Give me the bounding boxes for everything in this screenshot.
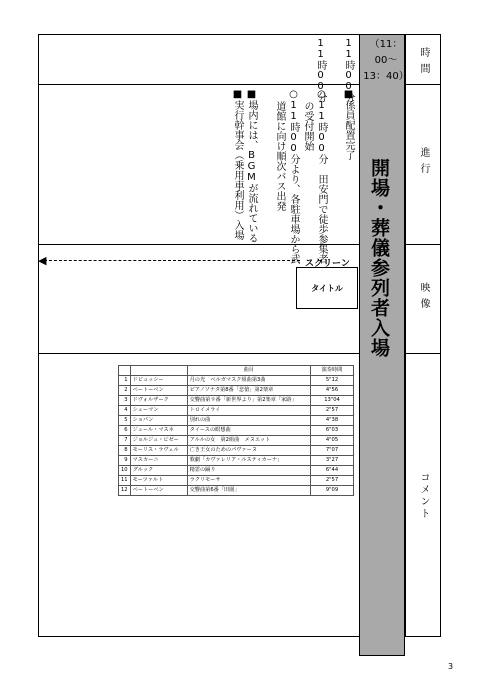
header-video: 映像 (418, 282, 429, 314)
row-composer: モーリス・ラヴェル (130, 446, 187, 456)
progress-line-5: 道館に向け順次バス出発 (274, 101, 285, 211)
row-title: 歌劇「カヴァレリア・ルスティカーナ」 (187, 456, 310, 466)
time-entry-1: 11時00分 (343, 38, 354, 102)
table-header-time: 演奏時間 (311, 366, 354, 376)
section-time-range (363, 37, 409, 85)
table-row (119, 456, 354, 466)
table-header-composer (130, 366, 187, 376)
row-no: 1 (119, 376, 131, 386)
table-row (119, 376, 354, 386)
row-time: 9"09 (311, 486, 354, 496)
row-composer: ドビュッシー (130, 376, 187, 386)
row-no: 9 (119, 456, 131, 466)
table-row (119, 436, 354, 446)
row-no: 12 (119, 486, 131, 496)
row-composer: ジョルジュ・ビゼー (130, 436, 187, 446)
row-title: 交響曲第９番「新世界より」第2楽章「家路」 (187, 396, 310, 406)
header-progress: 進行 (418, 147, 429, 179)
table-row (119, 476, 354, 486)
row-time: 4"05 (311, 436, 354, 446)
progress-line-1: ■係員配置完了 (343, 89, 354, 160)
row-composer: ショパン (130, 416, 187, 426)
row-title: 精霊の踊り (187, 466, 310, 476)
bgm-table (118, 365, 354, 496)
header-column-divider (405, 34, 406, 637)
row-composer: モーツァルト (130, 476, 187, 486)
row-time: 4"38 (311, 416, 354, 426)
row-time: 13"04 (311, 396, 354, 406)
row-time: 4"56 (311, 386, 354, 396)
arrow-left-icon: ◀ (38, 254, 47, 267)
row-title: タイースの瞑想曲 (187, 426, 310, 436)
row-composer: ジュール・マスネ (130, 426, 187, 436)
row-no: 5 (119, 416, 131, 426)
progress-line-3: の受付開始 (302, 101, 313, 151)
row-no: 4 (119, 406, 131, 416)
row-composer: ドヴォルザーク (130, 396, 187, 406)
row-time: 6"03 (311, 426, 354, 436)
progress-line-4: ○11時00分より、各駐車場から武 (288, 89, 299, 264)
row-time: 5"12 (311, 376, 354, 386)
progress-line-7: ■実行幹事会（乗用車利用）入場 (232, 89, 243, 240)
table-row (119, 416, 354, 426)
row-composer: グルック (130, 466, 187, 476)
time-range-start: （11：00〜 (369, 39, 403, 66)
row-time: 3"27 (311, 456, 354, 466)
row-time: 6"44 (311, 466, 354, 476)
header-comment: コメント (418, 472, 429, 520)
screen-arrow-line (44, 260, 300, 261)
row-composer: ベートーベン (130, 386, 187, 396)
table-header-title: 曲目 (187, 366, 310, 376)
time-entry-2: 11時00分 (315, 38, 326, 102)
row-title: ラクリモーサ (187, 476, 310, 486)
row-title: 亡き王女のためのパヴァーヌ (187, 446, 310, 456)
row-no: 7 (119, 436, 131, 446)
row-title: アルルの女 第2組曲 メヌエット (187, 436, 310, 446)
row-title: 別れの曲 (187, 416, 310, 426)
screen-label: スクリーン (305, 259, 350, 269)
row-no: 8 (119, 446, 131, 456)
row-composer: マスカーニ (130, 456, 187, 466)
time-range-end: 13：40） (363, 71, 409, 82)
row-title: 月の光 ベルガマスク組曲第3曲 (187, 376, 310, 386)
title-box: タイトル (296, 267, 358, 309)
row-composer: ベートーベン (130, 486, 187, 496)
header-time: 時間 (418, 47, 429, 79)
table-row (119, 396, 354, 406)
row-no: 10 (119, 466, 131, 476)
page-number: 3 (448, 662, 454, 671)
row-title: 交響曲第6番「田園」 (187, 486, 310, 496)
row-no: 6 (119, 426, 131, 436)
row-title: トロイメライ (187, 406, 310, 416)
row-composer: シューマン (130, 406, 187, 416)
row-no: 3 (119, 396, 131, 406)
progress-line-2: ○11時00分 田安門で徒歩参集者 (316, 89, 327, 264)
row-no: 2 (119, 386, 131, 396)
row-time: 7"07 (311, 446, 354, 456)
row-time: 2"57 (311, 406, 354, 416)
table-row (119, 466, 354, 476)
table-row (119, 406, 354, 416)
table-header-row (119, 366, 354, 376)
section-title: 開場・葬儀参列者入場 (368, 158, 390, 358)
progress-line-6: ■場内には、BGMが流れている (246, 89, 257, 243)
row-no: 11 (119, 476, 131, 486)
table-row (119, 446, 354, 456)
row-title: ピアノソナタ第8番「悲愴」第2楽章 (187, 386, 310, 396)
table-row (119, 486, 354, 496)
row-time: 2"57 (311, 476, 354, 486)
table-header-no (119, 366, 131, 376)
table-row (119, 386, 354, 396)
table-row (119, 426, 354, 436)
